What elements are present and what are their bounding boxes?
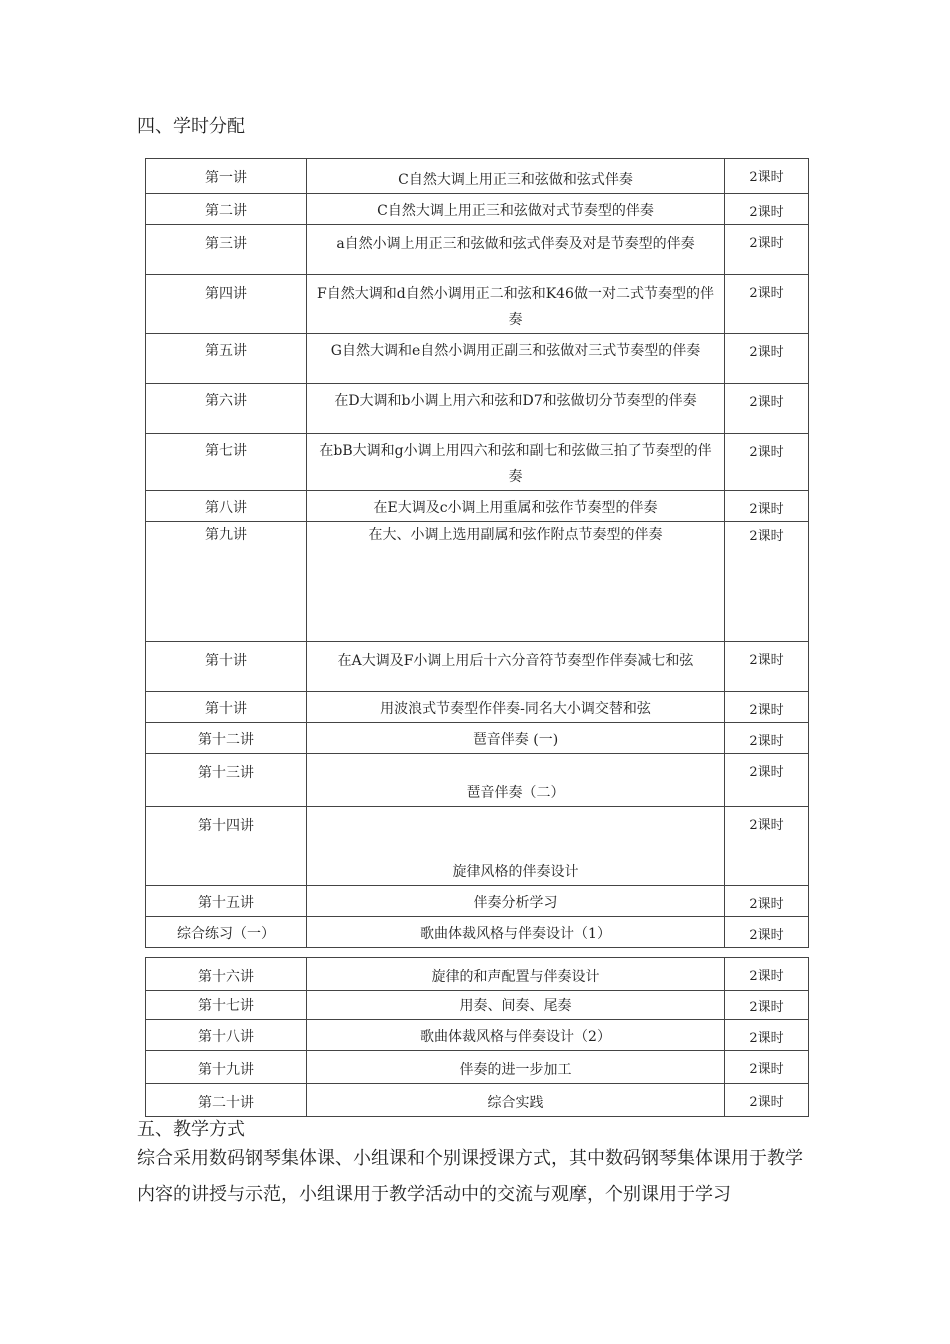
topic-cell bbox=[307, 958, 725, 991]
hours-label: 2课时 bbox=[749, 502, 784, 517]
hours-cell bbox=[725, 275, 809, 334]
topic-text: 在A大调及F小调上用后十六分音符节奏型作伴奏减七和弦 bbox=[337, 653, 694, 669]
lecture-cell bbox=[146, 194, 307, 225]
hours-label: 2课时 bbox=[749, 703, 784, 718]
hours-cell bbox=[725, 334, 809, 384]
table-row bbox=[146, 723, 809, 754]
lecture-label: 第六讲 bbox=[205, 393, 247, 409]
hours-label: 2课时 bbox=[749, 818, 784, 833]
topic-text: 综合实践 bbox=[487, 1095, 544, 1111]
topic-text: G自然大调和e自然小调用正副三和弦做对三式节奏型的伴奏 bbox=[330, 343, 701, 359]
table-row bbox=[146, 1051, 809, 1084]
topic-text: 旋律的和声配置与伴奏设计 bbox=[431, 969, 600, 985]
lecture-label: 第四讲 bbox=[205, 286, 247, 302]
table-row bbox=[146, 434, 809, 491]
topic-text: 伴奏分析学习 bbox=[473, 895, 558, 911]
lecture-label: 第七讲 bbox=[205, 443, 247, 459]
topic-cell bbox=[307, 491, 725, 522]
hours-label: 2课时 bbox=[749, 236, 784, 251]
topic-text: 歌曲体裁风格与伴奏设计（2） bbox=[420, 1029, 611, 1045]
topic-cell bbox=[307, 275, 725, 334]
topic-text: 歌曲体裁风格与伴奏设计（1） bbox=[420, 926, 611, 942]
lecture-cell bbox=[146, 491, 307, 522]
table-row bbox=[146, 384, 809, 434]
lecture-label: 第一讲 bbox=[205, 170, 247, 186]
lecture-label: 综合练习（一） bbox=[177, 926, 275, 942]
hours-cell bbox=[725, 1084, 809, 1117]
lecture-label: 第三讲 bbox=[205, 236, 247, 252]
hours-cell bbox=[725, 958, 809, 991]
hours-cell bbox=[725, 434, 809, 491]
hours-cell bbox=[725, 886, 809, 917]
topic-text: 琶音伴奏（二） bbox=[466, 785, 565, 801]
hours-label: 2课时 bbox=[749, 969, 784, 984]
hours-label: 2课时 bbox=[749, 653, 784, 668]
lecture-cell bbox=[146, 522, 307, 642]
topic-cell bbox=[307, 1051, 725, 1084]
lecture-cell bbox=[146, 434, 307, 491]
topic-cell bbox=[307, 334, 725, 384]
topic-text: 伴奏的进一步加工 bbox=[459, 1062, 572, 1078]
lecture-cell bbox=[146, 958, 307, 991]
table-row bbox=[146, 642, 809, 692]
table-row bbox=[146, 886, 809, 917]
lecture-label: 第二讲 bbox=[205, 203, 247, 219]
lecture-cell bbox=[146, 1084, 307, 1117]
hours-cell bbox=[725, 723, 809, 754]
lecture-cell bbox=[146, 642, 307, 692]
hours-table-2 bbox=[145, 957, 809, 1117]
hours-cell bbox=[725, 807, 809, 886]
lecture-cell bbox=[146, 384, 307, 434]
lecture-cell bbox=[146, 754, 307, 807]
lecture-cell bbox=[146, 1020, 307, 1051]
topic-text: 琶音伴奏 (一) bbox=[472, 732, 559, 748]
topic-cell bbox=[307, 807, 725, 886]
lecture-cell bbox=[146, 917, 307, 948]
hours-label: 2课时 bbox=[749, 897, 784, 912]
lecture-label: 第九讲 bbox=[205, 527, 247, 543]
topic-cell bbox=[307, 159, 725, 194]
hours-cell bbox=[725, 1020, 809, 1051]
hours-label: 2课时 bbox=[749, 395, 784, 410]
lecture-label: 第十六讲 bbox=[198, 969, 254, 985]
hours-cell bbox=[725, 991, 809, 1020]
hours-label: 2课时 bbox=[749, 1062, 784, 1077]
lecture-label: 第十三讲 bbox=[198, 765, 254, 781]
hours-cell bbox=[725, 917, 809, 948]
hours-label: 2课时 bbox=[749, 734, 784, 749]
hours-label: 2课时 bbox=[749, 1031, 784, 1046]
topic-text: C自然大调上用正三和弦做和弦式伴奏 bbox=[398, 172, 633, 188]
topic-cell bbox=[307, 692, 725, 723]
hours-cell bbox=[725, 692, 809, 723]
lecture-cell bbox=[146, 225, 307, 275]
topic-cell bbox=[307, 886, 725, 917]
topic-text: F自然大调和d自然小调用正二和弦和K46做一对二式节奏型的伴奏 bbox=[317, 286, 714, 328]
table-row bbox=[146, 754, 809, 807]
hours-cell bbox=[725, 225, 809, 275]
hours-label: 2课时 bbox=[749, 765, 784, 780]
hours-cell bbox=[725, 642, 809, 692]
hours-table-1 bbox=[145, 158, 809, 948]
topic-cell bbox=[307, 1084, 725, 1117]
topic-text: C自然大调上用正三和弦做对式节奏型的伴奏 bbox=[377, 203, 654, 219]
hours-label: 2课时 bbox=[749, 286, 784, 301]
hours-cell bbox=[725, 194, 809, 225]
topic-cell bbox=[307, 384, 725, 434]
table-row bbox=[146, 334, 809, 384]
hours-cell bbox=[725, 1051, 809, 1084]
topic-cell bbox=[307, 1020, 725, 1051]
topic-text: 在大、小调上选用副属和弦作附点节奏型的伴奏 bbox=[368, 527, 663, 543]
table-row bbox=[146, 1020, 809, 1051]
hours-cell bbox=[725, 159, 809, 194]
table-row bbox=[146, 522, 809, 642]
topic-text: 在bB大调和g小调上用四六和弦和副七和弦做三拍了节奏型的伴奏 bbox=[319, 443, 712, 485]
lecture-cell bbox=[146, 991, 307, 1020]
lecture-label: 第二十讲 bbox=[198, 1095, 254, 1111]
topic-text: 在D大调和b小调上用六和弦和D7和弦做切分节奏型的伴奏 bbox=[334, 393, 697, 409]
lecture-cell bbox=[146, 886, 307, 917]
hours-label: 2课时 bbox=[749, 529, 784, 544]
lecture-label: 第十二讲 bbox=[198, 732, 254, 748]
topic-cell bbox=[307, 194, 725, 225]
topic-cell bbox=[307, 522, 725, 642]
hours-label: 2课时 bbox=[749, 1000, 784, 1015]
table-row bbox=[146, 807, 809, 886]
table-row bbox=[146, 958, 809, 991]
table-row bbox=[146, 491, 809, 522]
hours-label: 2课时 bbox=[749, 1095, 784, 1110]
hours-cell bbox=[725, 754, 809, 807]
topic-text: a自然小调上用正三和弦做和弦式伴奏及对是节奏型的伴奏 bbox=[336, 236, 695, 252]
topic-cell bbox=[307, 225, 725, 275]
lecture-label: 第八讲 bbox=[205, 500, 247, 516]
lecture-label: 第十四讲 bbox=[198, 818, 254, 834]
table-row bbox=[146, 194, 809, 225]
lecture-cell bbox=[146, 1051, 307, 1084]
table-row bbox=[146, 159, 809, 194]
lecture-label: 第五讲 bbox=[205, 343, 247, 359]
topic-text: 用波浪式节奏型作伴奏-同名大小调交替和弦 bbox=[380, 701, 651, 717]
section-5-title: 五、教学方式 bbox=[137, 1119, 245, 1140]
table-row bbox=[146, 225, 809, 275]
lecture-label: 第十五讲 bbox=[198, 895, 254, 911]
hours-cell bbox=[725, 384, 809, 434]
lecture-cell bbox=[146, 334, 307, 384]
hours-cell bbox=[725, 491, 809, 522]
topic-cell bbox=[307, 434, 725, 491]
hours-cell bbox=[725, 522, 809, 642]
lecture-label: 第十八讲 bbox=[198, 1029, 254, 1045]
topic-cell bbox=[307, 917, 725, 948]
hours-label: 2课时 bbox=[749, 205, 784, 220]
lecture-label: 第十九讲 bbox=[198, 1062, 254, 1078]
topic-cell bbox=[307, 754, 725, 807]
table-row bbox=[146, 1084, 809, 1117]
hours-label: 2课时 bbox=[749, 445, 784, 460]
hours-label: 2课时 bbox=[749, 170, 784, 185]
lecture-cell bbox=[146, 692, 307, 723]
section-4-title: 四、学时分配 bbox=[137, 116, 245, 137]
hours-label: 2课时 bbox=[749, 928, 784, 943]
topic-cell bbox=[307, 723, 725, 754]
lecture-cell bbox=[146, 159, 307, 194]
topic-text: 旋律风格的伴奏设计 bbox=[452, 864, 579, 880]
topic-cell bbox=[307, 642, 725, 692]
topic-text: 在E大调及c小调上用重属和弦作节奏型的伴奏 bbox=[373, 500, 658, 516]
topic-text: 用奏、间奏、尾奏 bbox=[459, 998, 572, 1014]
table-row bbox=[146, 917, 809, 948]
table-row bbox=[146, 991, 809, 1020]
topic-cell bbox=[307, 991, 725, 1020]
table-row bbox=[146, 692, 809, 723]
hours-label: 2课时 bbox=[749, 345, 784, 360]
lecture-label: 第十讲 bbox=[205, 653, 247, 669]
lecture-cell bbox=[146, 275, 307, 334]
lecture-cell bbox=[146, 723, 307, 754]
lecture-label: 第十七讲 bbox=[198, 998, 254, 1014]
table-row bbox=[146, 275, 809, 334]
lecture-label: 第十讲 bbox=[205, 701, 247, 717]
teaching-method-paragraph: 综合采用数码钢琴集体课、小组课和个别课授课方式，其中数码钢琴集体课用于教学内容的讲授与示范，小组课用于教学活动中的交流与观摩，个别课用于学习 bbox=[137, 1148, 803, 1205]
lecture-cell bbox=[146, 807, 307, 886]
